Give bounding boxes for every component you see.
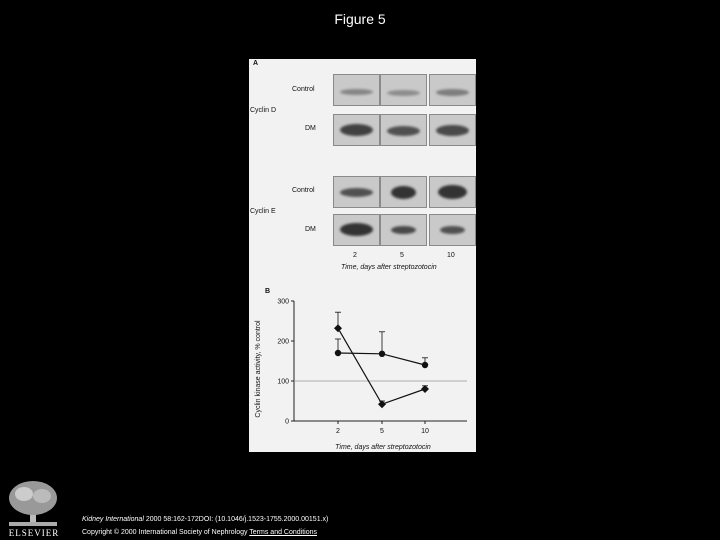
chart-y-tick-label: 300 — [277, 298, 289, 306]
chart-x-tick-label: 5 — [380, 428, 384, 435]
elsevier-logo-text: ELSEVIER — [8, 528, 60, 538]
chart-point-circle — [379, 351, 385, 357]
chart-y-tick-label: 200 — [277, 338, 289, 346]
chart-panel-b — [249, 59, 476, 452]
elsevier-tree-icon — [4, 478, 62, 528]
chart-point-circle — [422, 362, 428, 368]
row-label-control-d: Control — [292, 86, 315, 93]
chart-y-tick-label: 0 — [285, 418, 289, 426]
copyright-line — [82, 529, 317, 536]
copyright-text: Copyright © 2000 International Society of Nephrology — [82, 529, 250, 536]
chart-point-diamond — [378, 400, 386, 408]
chart-point-diamond — [334, 324, 342, 332]
chart-x-axis-label: Time, days after streptozotocin — [335, 444, 431, 451]
citation-line — [82, 516, 328, 523]
chart-series-line — [338, 328, 425, 404]
chart-y-tick-label: 100 — [277, 378, 289, 386]
lane-label-5: 5 — [400, 252, 404, 259]
row-label-control-e: Control — [292, 187, 315, 194]
chart-x-tick-label: 10 — [421, 428, 429, 435]
citation-journal: Kidney International — [82, 516, 144, 523]
panel-a-label: A — [253, 60, 259, 67]
chart-x-tick-label: 2 — [336, 428, 340, 435]
group-label-cyclin-e: Cyclin E — [250, 208, 276, 215]
citation-details: 2000 58:162-172DOI: (10.1046/j.1523-1755.2000.00151.x) — [143, 516, 329, 523]
panel-b-label: B — [265, 288, 271, 295]
lane-label-10: 10 — [447, 252, 455, 259]
chart-point-circle — [335, 350, 341, 356]
chart-point-diamond — [421, 385, 429, 393]
row-label-dm-d: DM — [305, 125, 316, 132]
slide-title: Figure 5 — [334, 11, 386, 27]
lane-label-2: 2 — [353, 252, 357, 259]
chart-y-axis-label: Cyclin kinase activity, % control — [255, 320, 262, 418]
figure-panel — [249, 59, 476, 452]
terms-and-conditions-link[interactable]: Terms and Conditions — [249, 529, 317, 536]
row-label-dm-e: DM — [305, 226, 316, 233]
group-label-cyclin-d: Cyclin D — [250, 107, 277, 114]
panel-a-x-axis-title: Time, days after streptozotocin — [341, 264, 437, 271]
